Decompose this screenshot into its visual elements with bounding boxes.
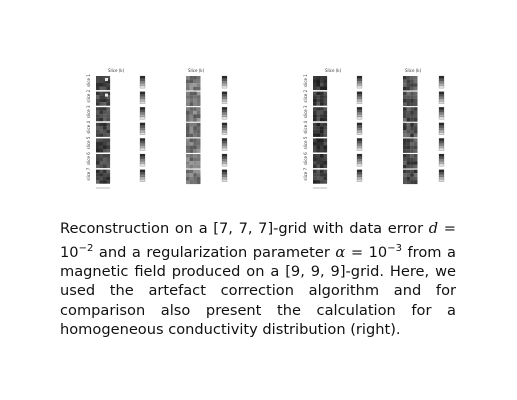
panel-2-colorbar-b-2 [439,92,444,104]
panel-1-image-a-6 [96,154,110,168]
panel-1-colorbar-a-1 [140,76,145,88]
panel-1-row-label-1: slice 1 [86,74,91,87]
panel-2-row-label-5: slice 5 [303,136,308,150]
panel-2-row-label-6: slice 6 [303,152,308,165]
panel-2-column-title-2: Slice (k) [405,68,422,73]
panel-1-row-label-2: slice 2 [86,89,91,103]
panel-2-colorbar-b-3 [439,107,444,119]
caption-exponent-2: −3 [387,242,402,254]
panel-2-row-label-2: slice 2 [303,89,308,103]
panel-1-colorbar-a-3 [140,107,145,119]
figure-panel-2 [303,68,444,188]
panel-2-image-a-3 [313,107,327,121]
panel-1-column-title-2: Slice (k) [188,68,205,73]
panel-2-image-b-2 [403,92,418,107]
panel-2-image-a-2 [313,92,327,106]
caption-text-2: = 10 [60,220,456,261]
panel-1-image-b-7 [186,170,201,184]
panel-2-colorbar-b-5 [439,138,444,150]
figure-panel-1 [86,68,227,188]
panel-1-colorbar-b-2 [222,92,227,104]
panel-1-colorbar-a-2 [140,92,145,104]
panel-1-image-a-3 [96,107,110,121]
panel-1-image-a-1 [96,76,110,90]
panel-2-image-a-1 [313,76,327,90]
panel-1-image-a-5 [96,138,110,152]
panel-1-image-b-3 [186,107,201,122]
panel-1-colorbar-b-4 [222,123,227,135]
panel-1-row-label-3: slice 3 [86,105,91,119]
panel-2-colorbar-b-4 [439,123,444,135]
panel-1-row-label-7: slice 7 [86,167,91,181]
panel-2-image-b-7 [403,170,418,184]
panel-1-column-title-1: Slice (k) [108,68,125,73]
caption-exponent-1: −2 [78,242,94,254]
panel-1-image-a-7 [96,170,110,184]
panel-1-colorbar-a-4 [140,123,145,135]
panel-1-row-label-5: slice 5 [86,136,91,150]
panel-1-colorbar-a-6 [140,154,145,166]
panel-1-colorbar-b-7 [222,170,227,182]
panel-2-image-a-6 [313,154,327,168]
caption-text-3: and a regularization parameter [93,243,336,261]
caption-symbol-alpha: α [335,243,346,261]
panel-1-image-a-2 [96,92,110,106]
panel-2-image-a-5 [313,138,327,152]
panel-1-colorbar-b-5 [222,138,227,150]
panel-2-row-label-4: slice 4 [303,121,308,134]
caption-text-5: from a magnetic field produced on a [9, 9, 9]-grid. Here, we used the artefact correction algorithm and for comparison also present the calculation for a homogeneous conductivity distribution (right). [60,243,456,339]
panel-2-colorbar-a-3 [357,107,362,119]
panel-1-image-b-4 [186,123,201,138]
panel-1-colorbar-a-5 [140,138,145,150]
panel-1-image-b-2 [186,92,201,107]
panel-2-image-b-5 [403,138,418,153]
panel-2-colorbar-b-7 [439,170,444,182]
panel-2-image-a-4 [313,123,327,137]
panel-1-image-b-6 [186,154,201,169]
panel-2-colorbar-a-6 [357,154,362,166]
panel-2-image-b-1 [403,76,418,91]
panel-1-image-a-4 [96,123,110,137]
panel-2-image-b-6 [403,154,418,169]
panel-1-row-label-6: slice 6 [86,152,91,165]
panel-2-row-label-7: slice 7 [303,167,308,181]
panel-1-colorbar-a-7 [140,170,145,182]
panel-1-row-label-4: slice 4 [86,121,91,134]
panel-2-colorbar-b-1 [439,76,444,88]
panel-2-row-label-1: slice 1 [303,74,308,87]
panel-2-colorbar-a-1 [357,76,362,88]
panel-1-colorbar-b-6 [222,154,227,166]
caption-symbol-d: d [428,220,439,237]
panel-1-colorbar-b-1 [222,76,227,88]
panel-1-image-b-1 [186,76,201,91]
panel-1-image-b-5 [186,138,201,153]
panel-2-colorbar-a-5 [357,138,362,150]
panel-2-image-b-4 [403,123,418,138]
panel-2-image-b-3 [403,107,418,122]
panel-1-colorbar-b-3 [222,107,227,119]
figure-caption [60,219,456,340]
panel-2-colorbar-a-4 [357,123,362,135]
panel-2-colorbar-a-2 [357,92,362,104]
panel-2-image-a-7 [313,170,327,184]
panel-2-column-title-1: Slice (k) [325,68,342,73]
caption-text-4: = 10 [345,243,388,261]
caption-text-1: Reconstruction on a [7, 7, 7]-grid with data error [60,220,429,237]
panel-2-colorbar-b-6 [439,154,444,166]
panel-2-row-label-3: slice 3 [303,105,308,119]
panel-2-colorbar-a-7 [357,170,362,182]
